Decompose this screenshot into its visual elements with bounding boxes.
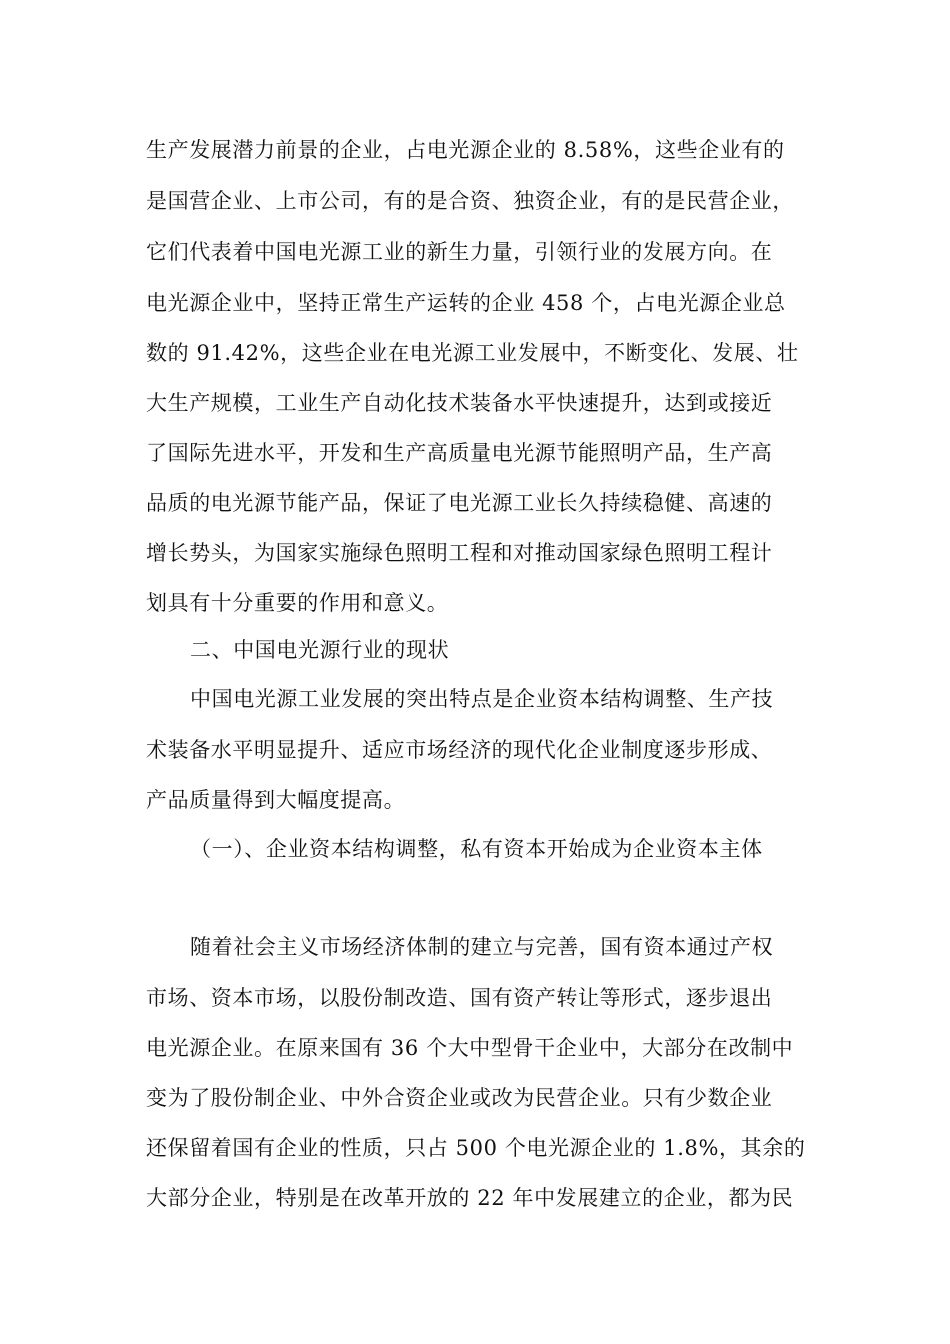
paragraph-line: 划具有十分重要的作用和意义。 [146, 591, 449, 615]
paragraph-line: 随着社会主义市场经济体制的建立与完善，国有资本通过产权 [190, 935, 774, 959]
paragraph-line: 电光源企业中，坚持正常生产运转的企业 458 个，占电光源企业总 [146, 291, 786, 315]
paragraph-line: 市场、资本市场，以股份制改造、国有资产转让等形式，逐步退出 [146, 986, 773, 1010]
paragraph-line: 了国际先进水平，开发和生产高质量电光源节能照明产品，生产高 [146, 441, 773, 465]
paragraph-line: 它们代表着中国电光源工业的新生力量，引领行业的发展方向。在 [146, 240, 773, 264]
paragraph-line: 生产发展潜力前景的企业，占电光源企业的 8.58%，这些企业有的 [146, 138, 785, 162]
paragraph-line: 大部分企业，特别是在改革开放的 22 年中发展建立的企业，都为民 [146, 1186, 794, 1210]
section-heading: 二、中国电光源行业的现状 [190, 638, 450, 662]
paragraph-line: 大生产规模，工业生产自动化技术装备水平快速提升，达到或接近 [146, 391, 773, 415]
paragraph-line: 还保留着国有企业的性质，只占 500 个电光源企业的 1.8%，其余的 [146, 1136, 806, 1160]
paragraph-line: 品质的电光源节能产品，保证了电光源工业长久持续稳健、高速的 [146, 491, 773, 515]
paragraph-line: 数的 91.42%，这些企业在电光源工业发展中，不断变化、发展、壮 [146, 341, 799, 365]
subsection-heading: （一）、企业资本结构调整，私有资本开始成为企业资本主体 [190, 837, 763, 861]
paragraph-line: 中国电光源工业发展的突出特点是企业资本结构调整、生产技 [190, 687, 774, 711]
paragraph-line: 是国营企业、上市公司，有的是合资、独资企业，有的是民营企业， [146, 189, 794, 213]
paragraph-line: 产品质量得到大幅度提高。 [146, 788, 406, 812]
paragraph-line: 术装备水平明显提升、适应市场经济的现代化企业制度逐步形成、 [146, 738, 773, 762]
paragraph-line: 电光源企业。在原来国有 36 个大中型骨干企业中，大部分在改制中 [146, 1036, 794, 1060]
paragraph-line: 变为了股份制企业、中外合资企业或改为民营企业。只有少数企业 [146, 1086, 773, 1110]
paragraph-line: 增长势头，为国家实施绿色照明工程和对推动国家绿色照明工程计 [146, 541, 773, 565]
